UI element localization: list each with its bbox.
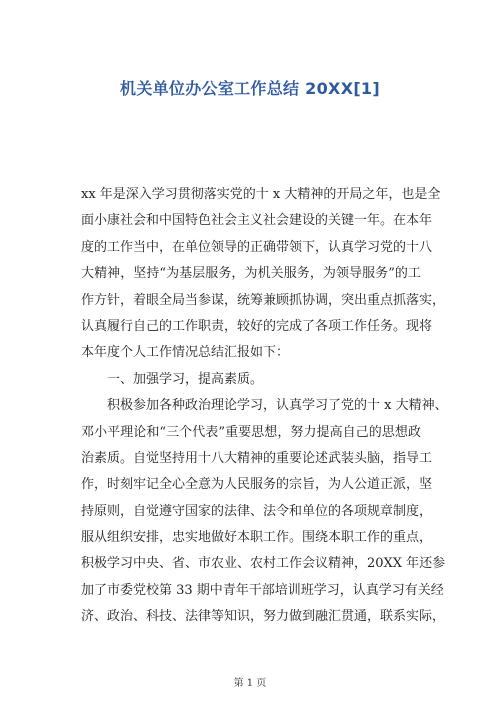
body-line: 作方针，着眼全局当参谋，统筹兼顾抓协调，突出重点抓落实， [81,292,446,308]
body-line: 积极参加各种政治理论学习，认真学习了党的十 x 大精神、 [81,398,448,414]
body-line: 加了市委党校第 33 期中青年干部培训班学习，认真学习有关经 [81,582,444,598]
section-heading: 一、加强学习，提高素质。 [81,371,264,387]
body-line: 认真履行自己的工作职责，较好的完成了各项工作任务。现将 [81,318,433,334]
body-line: 持原则，自觉遵守国家的法律、法令和单位的各项规章制度， [81,503,433,519]
body-line: xx 年是深入学习贯彻落实党的十 x 大精神的开局之年，也是全 [81,187,441,202]
body-line: 作，时刻牢记全心全意为人民服务的宗旨，为人公道正派，坚 [81,477,433,493]
body-line: 服从组织安排，忠实地做好本职工作。围绕本职工作的重点， [81,530,433,546]
body-line: 面小康社会和中国特色社会主义社会建设的关键一年。在本年 [81,213,433,229]
body-line: 度的工作当中，在单位领导的正确带领下，认真学习党的十八 [81,239,433,255]
document-body [81,182,448,631]
document-title: 机关单位办公室工作总结 20XX[1] [120,79,380,98]
body-line: 济、政治、科技、法律等知识，努力做到融汇贯通，联系实际， [81,609,446,625]
body-line: 本年度个人工作情况总结汇报如下： [81,345,290,361]
body-line: 大精神，坚持“为基层服务，为机关服务，为领导服务”的工 [81,266,421,282]
body-line: 邓小平理论和“三个代表”重要思想，努力提高自己的思想政 [81,424,421,440]
body-line: 治素质。自觉坚持用十八大精神的重要论述武装头脑，指导工 [81,450,433,466]
page-number: 第 1 页 [233,678,267,689]
body-line: 积极学习中央、省、市农业、农村工作会议精神，20XX 年还参 [81,556,446,572]
